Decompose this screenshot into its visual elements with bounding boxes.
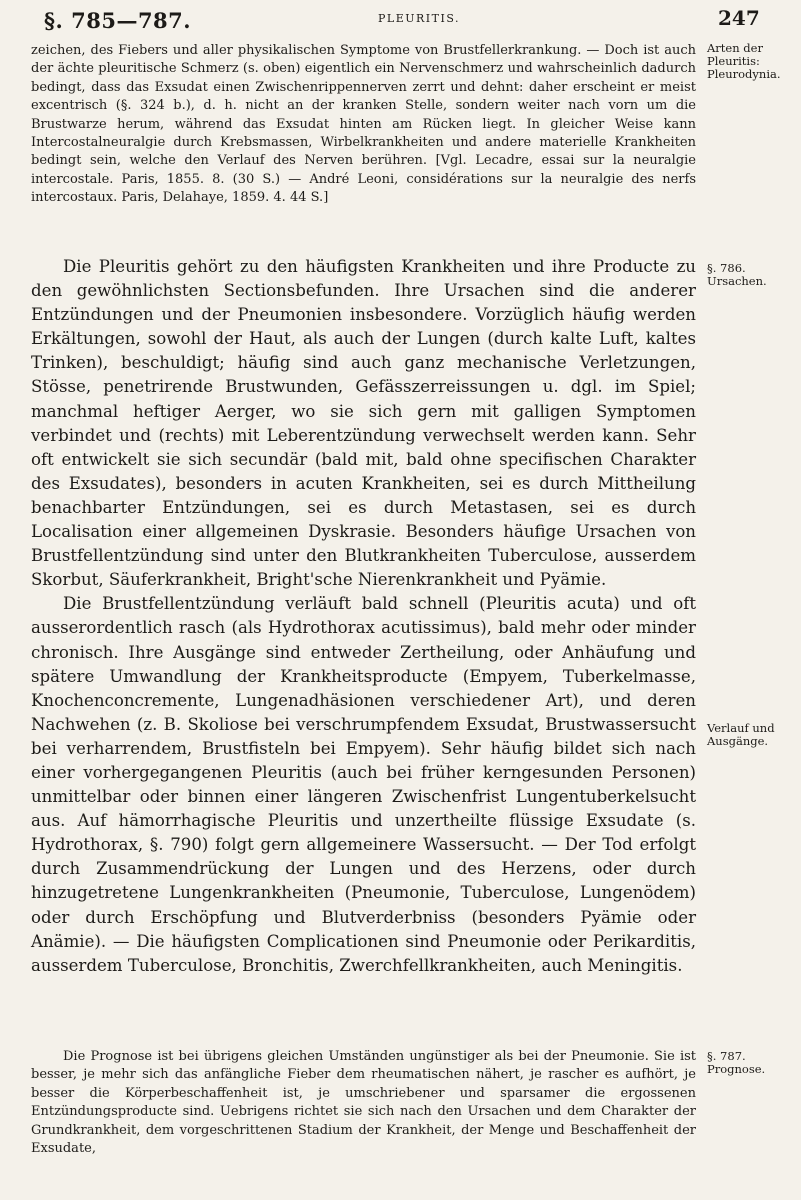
page-number: 247: [718, 6, 760, 30]
running-title: PLEURITIS.: [378, 12, 460, 25]
paragraph-prognose-block: [31, 1048, 696, 1158]
main-paragraphs: [31, 255, 696, 978]
margin-note-prognose: §. 787. Prognose.: [707, 1049, 766, 1076]
margin-note-arten: Arten der Pleuritis: Pleurodynia.: [707, 41, 781, 81]
paragraph-verlauf: Die Brustfellentzündung verläuft bald schnell (Pleuritis acuta) und oft ausserordentlich rasch (als Hydrothorax acutissimus), bald mehr oder minder chronisch. Ihre Ausgänge sind entweder Zertheilung, oder Anhäufung und spätere Umwandlung der Krankheitsproducte (Empyem, Tuberkelmasse, Knochenconcremente, Lungenadhäsionen verschiedener Art), und deren Nachwehen (z. B. Skoliose bei verschrumpfendem Exsudat, Brustwassersucht bei verharrendem, Brustfisteln bei Empyem). Sehr häufig bildet sich nach einer vorhergegangenen Pleuritis (auch bei früher kerngesunden Personen) unmittelbar oder binnen einer längeren Zwischenfrist Lungentuberkelsucht aus. Auf hämorrhagische Pleuritis und unzertheilte flüssige Exsudate (s. Hydrothorax, §. 790) folgt gern allgemeinere Wassersucht. — Der Tod erfolgt durch Zusammendrückung der Lungen und des Herzens, oder durch hinzugetretene Lungenkrankheiten (Pneumonie, Tuberculose, Lungenödem) oder durch Erschöpfung und Blutverderbniss (besonders Pyämie oder Anämie). — Die häufigsten Complicationen sind Pneumonie oder Perikarditis, ausserdem Tuberculose, Bronchitis, Zwerchfellkrankheiten, auch Meningitis.: [31, 594, 696, 975]
paragraph-prognose: Die Prognose ist bei übrigens gleichen Umständen ungünstiger als bei der Pneumonie. Sie ist besser, je mehr sich das anfängliche Fieber dem rheumatischen nähert, je rascher es aufhört, je besser die Körperbeschaffenheit ist, je umschriebener und sparsamer die ergossenen Entzündungsproducte sind. Uebrigens richtet sie sich nach den Ursachen und dem Charakter der Grundkrankheit, dem vorgeschrittenen Stadium der Krankheit, der Menge und Beschaffenheit der Exsudate,: [31, 1049, 696, 1157]
margin-note-verlauf: Verlauf und Ausgänge.: [707, 721, 775, 748]
paragraph-ursachen: Die Pleuritis gehört zu den häufigsten Krankheiten und ihre Producte zu den gewöhnlichsten Sectionsbefunden. Ihre Ursachen sind die anderer Entzündungen und der Pneumonien insbesondere. Vorzüglich häufig werden Erkältungen, sowohl der Haut, als auch der Lungen (durch kalte Luft, kaltes Trinken), beschuldigt; häufig sind auch ganz mechanische Verletzungen, Stösse, penetrirende Brustwunden, Gefässzerreissungen u. dgl. im Spiel; manchmal heftiger Aerger, wo sie sich gern mit galligen Symptomen verbindet und (rechts) mit Leberentzündung verwechselt werden kann. Sehr oft entwickelt sie sich secundär (bald mit, bald ohne specifischen Charakter des Exsudates), besonders in acuten Krankheiten, sei es durch Mittheilung benachbarter Entzündungen, sei es durch Metastasen, sei es durch Localisation einer allgemeinen Dyskrasie. Besonders häufige Ursachen von Brustfellentzündung sind unter den Blutkrankheiten Tuberculose, ausserdem Skorbut, Säuferkrankheit, Bright'sche Nierenkrankheit und Pyämie.: [31, 257, 696, 590]
margin-note-ursachen: §. 786. Ursachen.: [707, 261, 767, 288]
section-range-header: §. 785—787.: [44, 8, 192, 33]
paragraph-pleurodynia-text: zeichen, des Fiebers und aller physikalischen Symptome von Brustfellerkrankung. — Doch ist auch der ächte pleuritische Schmerz (s. oben) eigentlich ein Nervenschmerz und wahrscheinlich dadurch bedingt, dass das Exsudat einen Zwischenrippennerven zerrt und dehnt: daher erscheint er meist excentrisch (§. 324 b.), d. h. nicht an der kranken Stelle, sondern weiter nach vorn um die Brustwarze herum, während das Exsudat hinten am Rücken liegt. In gleicher Weise kann Intercostalneuralgie durch Krebsmassen, Wirbelkrankheiten und andere materielle Krankheiten bedingt sein, welche den Verlauf des Nerven berühren. [Vgl. Lecadre, essai sur la neuralgie intercostale. Paris, 1855. 8. (30 S.) — André Leoni, considérations sur la neuralgie des nerfs intercostaux. Paris, Delahaye, 1859. 4. 44 S.]: [31, 43, 696, 206]
paragraph-pleurodynia: [31, 42, 696, 208]
